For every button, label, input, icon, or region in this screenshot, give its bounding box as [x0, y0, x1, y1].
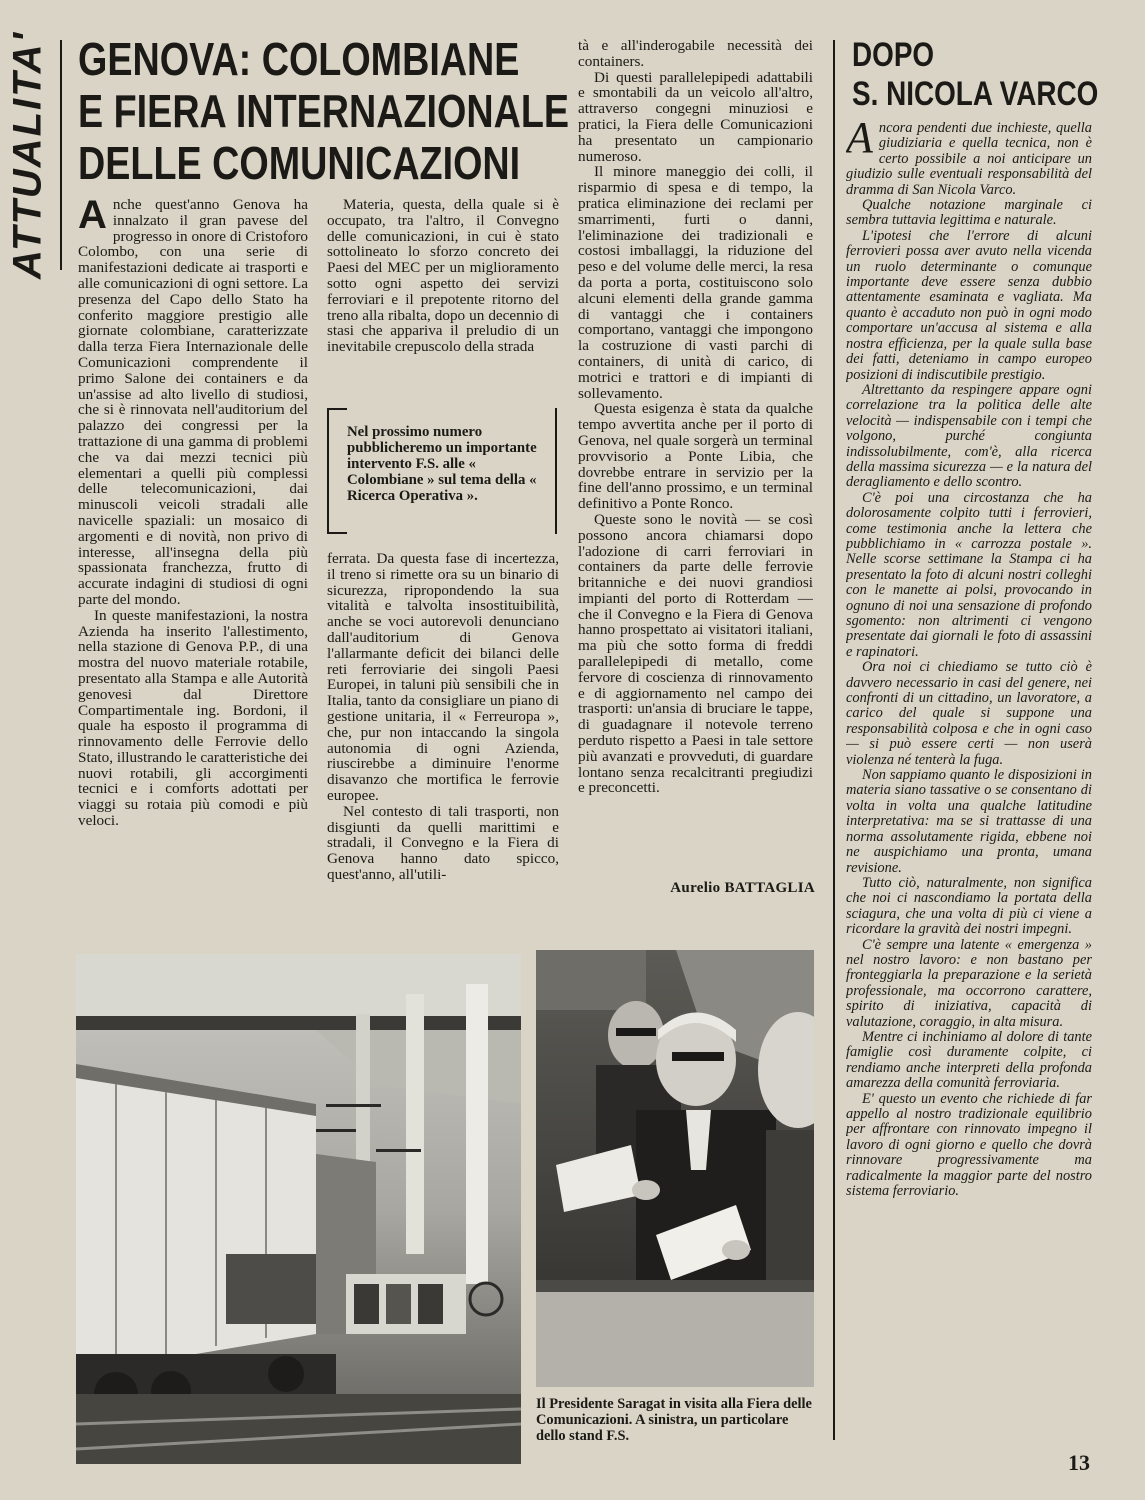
column-divider [833, 40, 835, 1440]
headline-line: GENOVA: COLOMBIANE [78, 33, 520, 85]
photo-president-visit-image [536, 950, 814, 1387]
paragraph: E' questo un evento che richiede di far appello al nostro tradizionale equilibrio per affrontare con rinnovato impegno il lavoro di ogni giorno e quello che dovrà rinnovare progressivamente ma radicalmente la maggior parte del nostro sistema ferroviario. [846, 1090, 1092, 1200]
headline-line: DOPO [852, 36, 935, 74]
article-column-1 [78, 197, 308, 892]
paragraph: ferrata. Da questa fase di incertezza, il treno si rimette ora su un binario di sicurezza, ripropondendo la sua vitalità e talvolta insostituibilità, anche se voci autorevoli denunciano dall'auditorium di Genova l'allarmante deficit dei bilanci delle reti ferroviarie dei singoli Paesi Europei, in taluni più sensibili che in Italia, tanto da consigliare un piano di gestione unitaria, il « Ferreuropa », che, pur non intaccando la singola autonomia di ogni Azienda, riuscirebbe a diminuire l'enorme disavanzo che mortifica le ferrovie europee. [327, 551, 559, 804]
section-label: ATTUALITA' [5, 31, 50, 279]
paragraph: Ancora pendenti due inchieste, quella giudiziaria e quella tecnica, non è certo possibile a noi anticipare un giudizio sulle eventuali responsabilità del dramma di San Nicola Varco. [846, 121, 1092, 198]
photo-exhibition-stand [76, 954, 521, 1464]
article-column-2 [327, 197, 559, 392]
paragraph: Ora noi ci chiediamo se tutto ciò è davvero necessario in casi del genere, nei confronti di un cittadino, un lavoratore, a carico del quale si suppone una responsabilità colposa e che in ogni caso — si può essere certi — non userà violenza né tenterà la fuga. [846, 659, 1092, 768]
paragraph: Il minore maneggio dei colli, il risparmio di spesa e di tempo, la pratica eliminazione dei reclami per smarrimenti, furti o danni, l'eliminazione dei tradizionali e costosi imballaggi, la riduzione del peso e del volume delle merci, la resa da porta a porta, costituiscono solo alcuni elementi della grande gamma di vantaggi che i containers comportano, vantaggi che impongono la costruzione di vasti parchi di containers, di unità di carico, di motrici e trattori e di impianti di sollevamento. [578, 163, 813, 402]
photo-president-visit [536, 950, 814, 1387]
paragraph: In queste manifestazioni, la nostra Azienda ha inserito l'allestimento, nella stazione di Genova P.P., di una mostra del nuovo materiale rotabile, presentato alla Stampa e alle Autorità genovesi dal Direttore Compartimentale ing. Bordoni, il quale ha esposto il programma di rinnovamento delle Ferrovie dello Stato, illustrando le caratteristiche dei nuovi rotabili, gli accorgimenti tecnici e i comforts adottati per viaggi su rotaia più comodi e più veloci. [78, 606, 308, 830]
article-column-2-continued [327, 551, 559, 896]
side-headline [852, 36, 1099, 116]
paragraph: C'è poi una circostanza che ha dolorosamente colpito tutti i ferrovieri, come testimonia anche la lettera che pubblichiamo in « carrozza postale ». Nelle scorse settimane la Stampa ci ha presentato la foto di alcuni nostri colleghi con le manette ai polsi, provocando in ognuno di noi una sensazione di profondo sgomento: non altrimenti ci vengono presentate dai giornali le foto di assassini e rapinatori. [846, 489, 1092, 660]
paragraph: Tutto ciò, naturalmente, non significa che noi ci nascondiamo la portata della sciagura, che una volta di più ci viene a ricordare la gravità dei nostri impegni. [846, 874, 1092, 938]
paragraph: Altrettanto da respingere appare ogni correlazione tra la politica delle alte velocità — indispensabile con i tempi che volgono, purché congiunta indissolubilmente, com'è, alla ricerca della massima sicurezza — e la natura del deragliamento e dello scontro. [846, 381, 1092, 491]
page-number: 13 [1068, 1450, 1090, 1475]
paragraph: Questa esigenza è stata da qualche tempo avvertita anche per il porto di Genova, nel quale sorgerà un terminal provvisorio a Ponte Libia, che dovrebbe entrare in servizio per la fine dell'anno prossimo, e un terminal definitivo a Ponte Ronco. [578, 400, 813, 513]
headline-line: DELLE COMUNICAZIONI [78, 137, 521, 189]
headline-line: E FIERA INTERNAZIONALE [78, 85, 570, 137]
paragraph: Queste sono le novità — se così possono ancora chiamarsi dopo l'adozione di carri ferroviari in containers da parte delle ferrovie britanniche e dei nuovi grandiosi impianti del porto di Rotterdam — che il Convegno e la Fiera di Genova hanno prospettato ai visitatori italiani, ma più che sotto forma di freddi parallelepipedi di metallo, come fervore di coscienza di rinnovamento e di aggiornamento nel campo dei trasporti: un'ansia di bruciare le tappe, di guadagnare il notevole terreno perduto rispetto a Paesi in tale settore più avanzati e provveduti, di guardare lontano senza recalcitranti pregiudizi e preconcetti. [578, 510, 813, 797]
side-article-column [846, 121, 1092, 1441]
headline-line: S. NICOLA VARCO [852, 75, 1099, 113]
paragraph: Mentre ci inchiniamo al dolore di tante famiglie così duramente colpite, ci rendiamo anche interpreti della profonda amarezza della comunità ferroviaria. [846, 1028, 1092, 1092]
photo-caption: Il Presidente Saragat in visita alla Fiera delle Comunicazioni. A sinistra, un particolare dello stand F.S. [536, 1396, 812, 1444]
paragraph: Non sappiamo quanto le disposizioni in materia siano tassative o se consentano di volta in volta una qualche latitudine interpretativa: ma se si trattasse di una norma assolutamente rigida, ebbene noi ne auspichiamo una pronta, umana revisione. [846, 767, 1092, 876]
section-divider [60, 40, 62, 270]
paragraph: Qualche notazione marginale ci sembra tuttavia legittima e naturale. [846, 197, 1092, 229]
article-column-3 [578, 38, 813, 888]
paragraph: Nel contesto di tali trasporti, non disgiunti da quelli marittimi e stradali, il Convegno e la Fiera di Genova hanno dato spicco, quest'anno, all'utili- [327, 802, 559, 883]
byline: Aurelio BATTAGLIA [670, 880, 815, 896]
main-headline [78, 33, 570, 192]
paragraph: Anche quest'anno Genova ha innalzato il gran pavese del progresso in onore di Cristoforo Colombo, con una serie di manifestazioni dedicate ai trasporti e alle comunicazioni di ogni settore. La presenza del Capo dello Stato ha conferito maggiore prestigio alle giornate colombiane, caratterizzate dalla terza Fiera Internazionale delle Comunicazioni comprendente il primo Salone dei containers e da un'assise ad alto livello di studiosi, che si è rinnovata nell'auditorium del palazzo dei congressi per la trattazione di una gamma di problemi che va dai mezzi tecnici più elementari a quelli più complessi delle telecomunicazioni, dai minuscoli veicoli stradali alle navicelle spaziali: un mosaico di argomenti e di novità, non privo di interesse, all'insegna della più spassionata franchezza, frutto di accurate indagini di studiosi di ogni parte del mondo. [78, 197, 308, 608]
boxed-note: Nel prossimo numero pubblicheremo un importante intervento F.S. alle « Colombiane » sul tema della « Ricerca Operativa ». [327, 408, 557, 534]
drop-cap: A [846, 121, 873, 162]
paragraph: L'ipotesi che l'errore di alcuni ferrovieri possa aver avuto nella vicenda un ruolo determinante o comunque importante deve essere senza dubbio attentamente esaminata e vagliata. Ma quanto è accaduto non può in ogni modo comportare un'accusa al sistema e alla nostra efficienza, per la quale sulla base dei fatti, deteniamo in campo europeo posizioni di indiscutibile prestigio. [846, 227, 1092, 383]
drop-cap: A [78, 197, 107, 237]
photo-exhibition-stand-image [76, 954, 521, 1464]
paragraph: C'è sempre una latente « emergenza » nel nostro lavoro: e non bastano per fronteggiarla la preparazione e la serietà professionale, ma occorrono carattere, spirito di iniziativa, capacità di valutazione, coraggio, in alta misura. [846, 936, 1092, 1030]
paragraph: Materia, questa, della quale si è occupato, tra l'altro, il Convegno delle comunicazioni, in cui è stato sottolineato lo sforzo concreto dei Paesi del MEC per un miglioramento sotto ogni aspetto dei servizi ferroviari e il prepotente ritorno del treno alla ribalta, dopo un decennio di stasi che appariva il preludio di un inevitabile crepuscolo della strada [327, 197, 559, 356]
paragraph: tà e all'inderogabile necessità dei containers. [578, 38, 813, 70]
paragraph: Di questi parallelepipedi adattabili e smontabili da un veicolo all'altro, attraverso congegni minuziosi e pratici, la Fiera delle Comunicazioni ha presentato un campionario numeroso. [578, 68, 813, 165]
